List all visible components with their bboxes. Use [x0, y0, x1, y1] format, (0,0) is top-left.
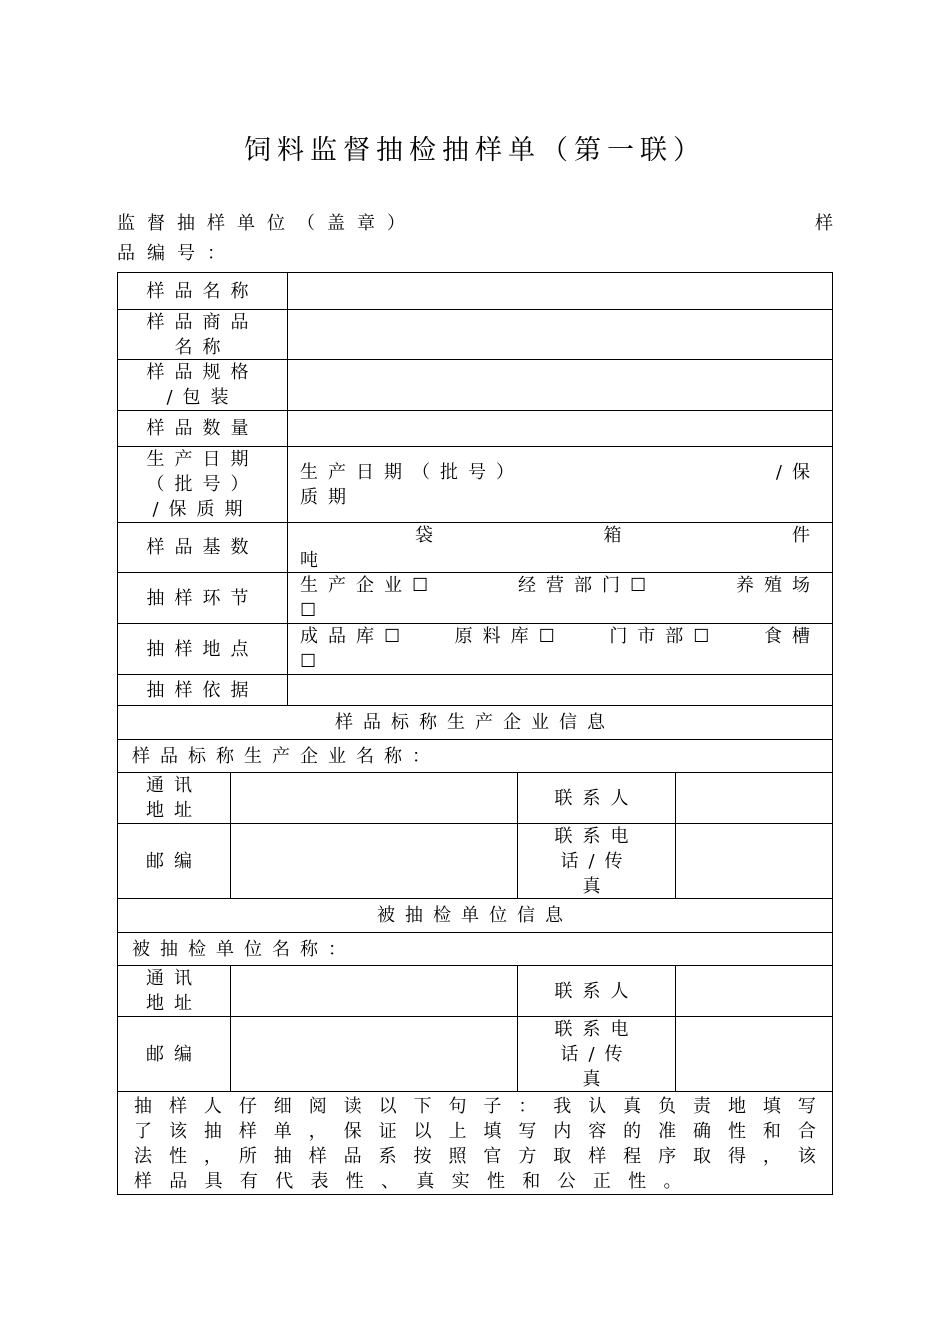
- sampled-phone-label-line3: 真: [582, 1068, 611, 1090]
- unit-bag: 袋: [415, 524, 443, 546]
- declaration-char: 合: [797, 1121, 816, 1142]
- declaration-char: 抽: [203, 1121, 222, 1142]
- quantity-label: 样品数量: [118, 411, 288, 446]
- producer-address-label-line1: 通讯: [146, 775, 202, 796]
- location-option-finished-store[interactable]: 成品库☐: [300, 626, 411, 647]
- producer-phone-label-line3: 真: [582, 875, 611, 897]
- sampled-contact-field[interactable]: [676, 966, 832, 1016]
- declaration-char: 实: [451, 1171, 470, 1192]
- declaration-row: [118, 1092, 832, 1194]
- production-date-label-line3: /保质期: [152, 499, 253, 520]
- declaration-char: 真: [416, 1171, 435, 1192]
- declaration-char: 细: [273, 1096, 292, 1117]
- producer-contact-field[interactable]: [676, 773, 832, 823]
- declaration-char: 句: [448, 1096, 467, 1117]
- producer-contact-label: 联系人: [518, 773, 676, 823]
- producer-name-label[interactable]: 样品标称生产企业名称：: [132, 745, 440, 767]
- sampled-phone-label-line1: 联系电: [554, 1018, 639, 1040]
- trade-name-label-line2: 名称: [174, 336, 231, 358]
- declaration-char: 写: [797, 1096, 816, 1117]
- declaration-line-3: [134, 1144, 816, 1169]
- producer-address-row: [118, 773, 832, 824]
- sampled-address-label-line2: 地址: [146, 993, 202, 1014]
- unit-box: 箱: [603, 524, 632, 546]
- producer-postcode-row: [118, 824, 832, 899]
- production-date-label: [118, 447, 288, 522]
- trade-name-label: [118, 310, 288, 359]
- spec-label-line2: /包装: [166, 387, 239, 408]
- sampled-name-label[interactable]: 被抽检单位名称：: [132, 938, 356, 960]
- row-quantity: [118, 411, 832, 447]
- producer-postcode-label: 邮编: [118, 824, 231, 898]
- declaration-char: 具: [204, 1171, 223, 1192]
- declaration-line-2: [134, 1119, 816, 1144]
- sample-name-field[interactable]: [288, 273, 832, 309]
- declaration-char: 性: [168, 1146, 187, 1167]
- declaration-char: 责: [693, 1096, 711, 1117]
- producer-address-field[interactable]: [231, 773, 518, 823]
- declaration-char: 单: [273, 1121, 292, 1142]
- spec-label: [118, 360, 288, 410]
- trade-name-label-line1: 样品商品: [146, 311, 259, 333]
- declaration-char: 。: [663, 1171, 682, 1192]
- declaration-char: 有: [239, 1171, 258, 1192]
- producer-section-heading-row: [118, 706, 832, 740]
- sampling-location-label: 抽样地点: [118, 624, 288, 674]
- producer-postcode-field[interactable]: [231, 824, 518, 898]
- declaration-char: 得: [727, 1146, 746, 1167]
- page-title: 饲料监督抽检抽样单（第一联）: [244, 135, 706, 166]
- sample-base-label: 样品基数: [118, 523, 288, 572]
- sampling-form: [117, 272, 833, 1195]
- declaration-char: 系: [378, 1146, 397, 1167]
- declaration-char: 准: [658, 1121, 677, 1142]
- row-sampling-stage: [118, 573, 832, 624]
- declaration-char: 保: [343, 1121, 362, 1142]
- location-option-retail[interactable]: 门市部☐: [609, 626, 720, 647]
- sampling-location-field: [288, 624, 832, 674]
- production-date-label-line1: 生产日期: [146, 449, 259, 470]
- sampled-address-label: [118, 966, 231, 1016]
- row-sample-base: [118, 523, 832, 573]
- producer-name-row: [118, 740, 832, 773]
- declaration-char: 代: [275, 1171, 294, 1192]
- declaration-char: 容: [588, 1121, 607, 1142]
- spec-label-line1: 样品规格: [146, 362, 259, 383]
- row-sample-name: [118, 273, 832, 310]
- sample-base-field[interactable]: [288, 523, 832, 572]
- production-date-field[interactable]: [288, 447, 832, 522]
- producer-address-label: [118, 773, 231, 823]
- trade-name-field[interactable]: [288, 310, 832, 359]
- unit-ton: 吨: [300, 549, 328, 571]
- sampled-postcode-field[interactable]: [231, 1017, 518, 1091]
- stage-option-producer[interactable]: 生产企业☐: [300, 575, 439, 596]
- declaration-char: 抽: [273, 1146, 292, 1167]
- quantity-field[interactable]: [288, 411, 832, 446]
- stage-farm-checkbox[interactable]: ☐: [300, 600, 327, 621]
- shelf-life-text: 质期: [300, 486, 356, 508]
- declaration-char: 样: [588, 1146, 607, 1167]
- declaration-char: 公: [557, 1171, 576, 1192]
- declaration-char: 以: [413, 1121, 432, 1142]
- spec-field[interactable]: [288, 360, 832, 410]
- declaration-char: 样: [308, 1146, 327, 1167]
- declaration-char: 法: [134, 1146, 152, 1167]
- row-sampling-location: [118, 624, 832, 675]
- declaration-char: 仔: [238, 1096, 257, 1117]
- declaration-char: 和: [522, 1171, 541, 1192]
- declaration-char: ，: [308, 1121, 327, 1142]
- declaration-char: 取: [693, 1146, 711, 1167]
- row-trade-name: [118, 310, 832, 360]
- sampled-address-row: [118, 966, 832, 1017]
- unit-piece: 件: [792, 524, 820, 546]
- declaration-char: 填: [483, 1121, 502, 1142]
- row-sampling-basis: [118, 675, 832, 706]
- location-option-trough[interactable]: 食槽: [763, 626, 820, 647]
- declaration-char: 上: [448, 1121, 467, 1142]
- sampled-name-row: [118, 933, 832, 966]
- sample-no-line: [117, 241, 833, 267]
- sampled-phone-label-line2: 话/传: [560, 1043, 633, 1065]
- producer-address-label-line2: 地址: [146, 800, 202, 821]
- sampled-section-heading: 被抽检单位信息: [377, 905, 573, 926]
- producer-phone-label-line1: 联系电: [554, 825, 639, 847]
- stage-option-farm[interactable]: 养殖场: [736, 575, 820, 596]
- declaration-char: 和: [762, 1121, 781, 1142]
- declaration-char: 取: [553, 1146, 572, 1167]
- declaration-line-4: [134, 1169, 816, 1194]
- declaration-char: 的: [623, 1121, 642, 1142]
- production-date-text: 生产日期（批号）: [300, 461, 524, 483]
- declaration-char: 该: [168, 1121, 187, 1142]
- producer-phone-label-line2: 话/传: [560, 850, 633, 872]
- declaration-char: 样: [168, 1096, 187, 1117]
- declaration-char: 写: [518, 1121, 537, 1142]
- declaration-char: 程: [623, 1146, 642, 1167]
- sampled-phone-field[interactable]: [676, 1017, 832, 1091]
- sample-no-prefix: 样: [815, 213, 833, 234]
- sampled-postcode-label: 邮编: [118, 1017, 231, 1091]
- sampling-basis-field[interactable]: [288, 675, 832, 705]
- sampled-address-label-line1: 通讯: [146, 968, 202, 989]
- declaration-char: 负: [658, 1096, 677, 1117]
- sampled-postcode-row: [118, 1017, 832, 1092]
- declaration-char: 所: [238, 1146, 257, 1167]
- producer-section-heading: 样品标称生产企业信息: [335, 712, 615, 733]
- declaration-char: 、: [381, 1171, 400, 1192]
- declaration-char: 了: [134, 1121, 152, 1142]
- declaration-char: 确: [693, 1121, 711, 1142]
- declaration-char: 性: [345, 1171, 364, 1192]
- declaration-char: 方: [518, 1146, 537, 1167]
- declaration-char: 阅: [308, 1096, 327, 1117]
- declaration-char: 人: [203, 1096, 222, 1117]
- declaration-char: 该: [797, 1146, 816, 1167]
- row-production-date: [118, 447, 832, 523]
- sampling-basis-label: 抽样依据: [118, 675, 288, 705]
- declaration-char: ，: [203, 1146, 222, 1167]
- declaration-text: [118, 1092, 832, 1194]
- declaration-char: ：: [518, 1096, 537, 1117]
- declaration-char: 性: [727, 1121, 746, 1142]
- producer-phone-label: [518, 824, 676, 898]
- declaration-char: 子: [483, 1096, 502, 1117]
- sample-name-label: 样品名称: [118, 273, 288, 309]
- declaration-char: 序: [658, 1146, 677, 1167]
- declaration-char: 按: [413, 1146, 432, 1167]
- declaration-char: 证: [378, 1121, 397, 1142]
- declaration-char: 照: [448, 1146, 467, 1167]
- declaration-char: 官: [483, 1146, 502, 1167]
- declaration-char: 真: [623, 1096, 642, 1117]
- declaration-char: 我: [553, 1096, 572, 1117]
- row-spec: [118, 360, 832, 411]
- declaration-char: ，: [762, 1146, 781, 1167]
- stage-option-dealer[interactable]: 经营部门☐: [518, 575, 657, 596]
- declaration-char: 品: [169, 1171, 188, 1192]
- declaration-char: 以: [378, 1096, 397, 1117]
- location-option-raw-store[interactable]: 原料库☐: [454, 626, 565, 647]
- production-date-label-line2: （批号）: [146, 474, 259, 495]
- declaration-char: 样: [134, 1171, 152, 1192]
- sampled-address-field[interactable]: [231, 966, 518, 1016]
- declaration-char: 性: [486, 1171, 505, 1192]
- location-trough-checkbox[interactable]: ☐: [300, 651, 327, 672]
- sampled-contact-label: 联系人: [518, 966, 676, 1016]
- sampled-section-heading-row: [118, 899, 832, 933]
- supervising-unit-label: 监督抽样单位（盖章）: [117, 213, 417, 234]
- declaration-char: 下: [413, 1096, 432, 1117]
- declaration-char: 抽: [134, 1096, 152, 1117]
- declaration-char: 性: [628, 1171, 647, 1192]
- sampling-stage-field: [288, 573, 832, 623]
- declaration-line-1: [134, 1094, 816, 1119]
- declaration-char: 表: [310, 1171, 329, 1192]
- sampled-phone-label: [518, 1017, 676, 1091]
- declaration-char: 地: [727, 1096, 746, 1117]
- producer-phone-field[interactable]: [676, 824, 832, 898]
- declaration-char: 读: [343, 1096, 362, 1117]
- declaration-char: 正: [592, 1171, 611, 1192]
- sample-no-label: 品编号：: [117, 243, 237, 264]
- declaration-char: 内: [553, 1121, 572, 1142]
- declaration-char: 样: [238, 1121, 257, 1142]
- sampling-stage-label: 抽样环节: [118, 573, 288, 623]
- declaration-char: 填: [762, 1096, 781, 1117]
- declaration-char: 品: [343, 1146, 362, 1167]
- declaration-char: 认: [588, 1096, 607, 1117]
- unit-line: [117, 211, 833, 237]
- shelf-life-slash-text: /保: [775, 461, 820, 483]
